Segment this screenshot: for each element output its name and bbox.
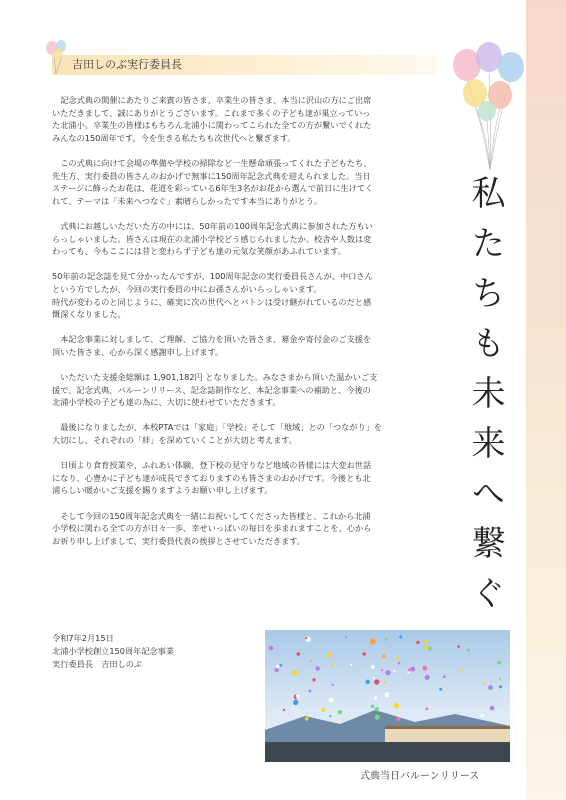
photo-balloon: [499, 678, 501, 680]
paragraph: そして今回の150周年記念式典を一緒にお祝いしてくださった皆様と、これから北浦 小学校に関わる全ての方が日々一歩、幸せいっぱいの毎日を歩まれますことを、心から お祈り申し上げまして、実行委員代表の挨拶とさせていただきます。: [52, 510, 372, 546]
signature-event: 北浦小学校創立150周年記念事業: [52, 646, 175, 656]
photo-balloon: [305, 637, 307, 639]
photo-balloon: [385, 638, 388, 641]
photo-balloon: [399, 635, 402, 638]
photo-balloon: [425, 708, 428, 711]
photo-balloon: [407, 671, 409, 673]
photo-balloon: [395, 657, 398, 660]
photo-balloon: [350, 664, 352, 666]
photo-balloon: [382, 655, 385, 658]
photo-balloon: [309, 690, 312, 693]
paragraph: いただいた支援金総額は 1,901,182円 となりました。みなさまから頂いた温かいご支 援で、記念式典、バルーンリリース、記念誌制作など、本記念事業への補助と、今後の 北浦小学校の子ども達の為に、大切に使わせていただきます。: [52, 372, 378, 408]
photo-balloon: [422, 666, 427, 671]
signature-date: 令和7年2月15日: [52, 633, 114, 643]
photo-balloon: [393, 670, 395, 672]
photo-caption: 式典当日バルーンリリース: [360, 771, 480, 782]
paragraph: 日頃より食育授業や、ふれあい体験、登下校の見守りなど地域の皆様には大変お世話 になり、心豊かに子ども達が成長できておりますのも皆さまのおかげです。今後とも北 浦らしい暖かいご支援を賜りますようお願い申し上げます。: [52, 460, 372, 496]
balloon-cluster-icon: [445, 35, 535, 175]
photo-balloon: [276, 665, 280, 669]
paragraph: この式典に向けて会場の準備や学校の掃除など一生懸命頑張ってくれた子どもたち、 先生方、実行委員の皆さんのおかげで無事に150周年記念式典を迎えられました。当日 ステージに飾ったお花は、花道を彩っている6年生3名がお花から選んで前日に生けてく れて、テーマは「未来へつなぐ」素晴らしかったです本当にありがとう。: [52, 157, 374, 206]
balloon-release-photo: [265, 630, 510, 762]
photo-balloon: [327, 653, 332, 658]
photo-balloon: [384, 682, 386, 684]
signature-name: 実行委員長 吉田しのぶ: [52, 659, 143, 669]
photo-balloon: [385, 670, 390, 675]
photo-balloon: [305, 717, 309, 721]
photo-balloon: [322, 708, 326, 712]
photo-balloon: [371, 665, 375, 669]
photo-balloon: [385, 692, 390, 697]
photo-balloon: [375, 707, 379, 711]
photo-balloon: [297, 652, 301, 656]
photo-balloon: [499, 685, 502, 688]
photo-balloon: [275, 668, 279, 672]
photo-balloon: [371, 705, 375, 709]
paragraph: 式典にお越しいただいた方の中には、50年前の100周年記念式典に参加された方もい らっしゃいました。皆さんは現在の北浦小学校どう感じられましたか。校舎や人数は変 わっても、今もここには昔と変わらず子ども達の元気な笑顔があふれています。: [52, 220, 373, 257]
photo-balloon: [283, 709, 285, 711]
photo-balloon: [443, 675, 446, 678]
photo-balloon: [312, 678, 315, 681]
photo-balloon: [370, 639, 376, 645]
paragraph: 本記念事業に対しまして、ご理解、ご協力を頂いた皆さま、募金や寄付金のご支援を 頂いた皆さま、心から深く感謝申し上げます。: [52, 334, 372, 357]
photo-balloon: [310, 660, 312, 662]
photo-balloon: [375, 715, 380, 720]
photo-balloon: [373, 677, 375, 679]
photo-balloon: [483, 682, 485, 684]
photo-balloon: [488, 685, 493, 690]
vertical-headline: 私たちも未来へ繋ぐ: [465, 175, 505, 625]
photo-balloon: [457, 645, 460, 648]
photo-balloon: [398, 662, 401, 665]
photo-balloon: [410, 667, 415, 672]
photo-balloon: [497, 661, 501, 665]
photo-balloon: [439, 688, 442, 691]
photo-balloon: [329, 698, 334, 703]
paragraph: 記念式典の開催にあたりご来賓の皆さま、卒業生の皆さま、本当に沢山の方にご出席 いただきまして、誠にありがとうございます。これまで多くの子ども達が巣立っていっ た北浦小。卒業生の皆様はもちろん北浦小に関わってこられた全ての方が繋いでくれた みんなの150周年です。今を生きる私たちも次世代へと繋ぎます。: [52, 95, 372, 143]
photo-balloon: [363, 652, 366, 655]
photo-balloon: [424, 646, 428, 650]
photo-balloon: [338, 710, 342, 714]
photo-balloon: [467, 649, 470, 652]
photo-balloon: [374, 679, 379, 684]
letter-body: [52, 94, 440, 560]
photo-balloon: [332, 684, 334, 686]
photo-balloon: [279, 664, 282, 667]
photo-balloon: [490, 706, 495, 711]
photo-balloon: [292, 670, 297, 675]
photo-balloon: [366, 680, 370, 684]
photo-balloon: [460, 669, 462, 671]
photo-balloon: [381, 669, 383, 671]
photo-balloon: [316, 666, 320, 670]
paragraph: 50年前の記念誌を見て分かったんですが、100周年記念の実行委員長さんが、中口さん という方でしたが、今回の実行委員の中にお孫さんがいらっしゃいます。 時代が変わるのと同じように、確実に次の世代へとバトンは受け継がれているのだと感 慨深くなりました。: [52, 271, 373, 320]
photo-balloon: [396, 717, 400, 721]
signature-block: [52, 632, 174, 671]
photo-balloon: [345, 636, 347, 638]
photo-balloon: [425, 675, 430, 680]
balloon-icon: [42, 36, 70, 76]
photo-balloon: [296, 694, 300, 698]
paragraph: 最後になりましたが、本校PTAでは「家庭」「学校」そして「地域」との「つながり」を 大切にし、それぞれの「絆」を深めていくことが大切と考えます。: [52, 422, 383, 446]
page-title: 吉田しのぶ実行委員長: [72, 58, 182, 71]
photo-balloon: [331, 663, 334, 666]
photo-balloon: [293, 700, 298, 705]
photo-balloon: [269, 646, 274, 651]
photo-balloon: [424, 640, 428, 644]
photo-balloon: [394, 703, 399, 708]
photo-balloon: [329, 715, 331, 717]
photo-balloon: [481, 714, 484, 717]
photo-balloon: [374, 696, 377, 699]
photo-balloon: [416, 641, 419, 644]
